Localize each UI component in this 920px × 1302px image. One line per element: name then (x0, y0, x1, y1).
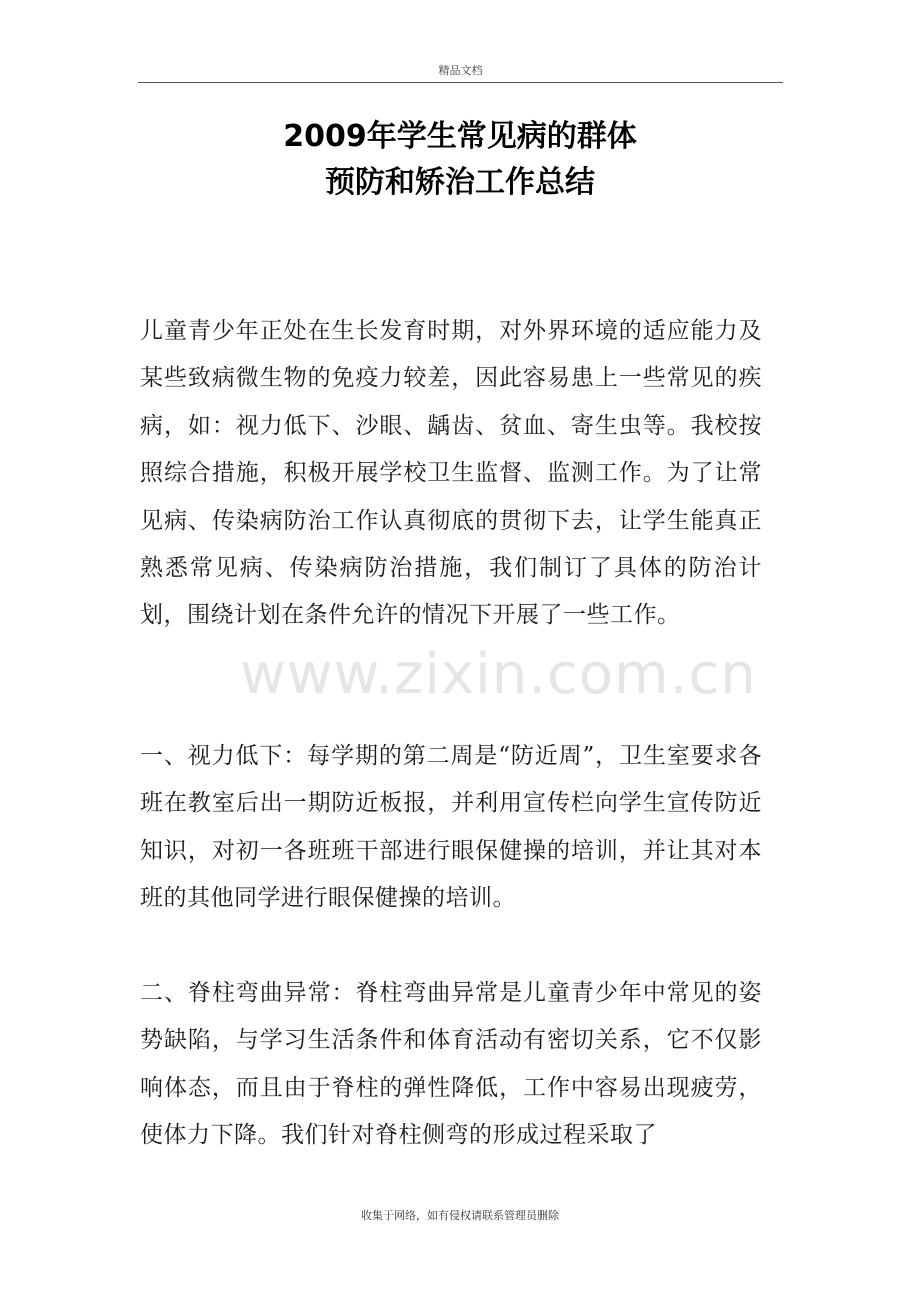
watermark: www.zixin.com.cn (240, 642, 757, 707)
paragraph-intro: 儿童青少年正处在生长发育时期，对外界环境的适应能力及某些致病微生物的免疫力较差，因此容易患上一些常见的疾病，如：视力低下、沙眼、龋齿、贫血、寄生虫等。我校按照综合措施，积极开展学校卫生监督、监测工作。为了让常见病、传染病防治工作认真彻底的贯彻下去，让学生能真正熟悉常见病、传染病防治措施，我们制订了具体的防治计划，围绕计划在条件允许的情况下开展了一些工作。 (140, 318, 762, 629)
paragraph-vision: 一、视力低下：每学期的第二周是“防近周”，卫生室要求各班在教室后出一期防近板报，并利用宣传栏向学生宣传防近知识，对初一各班班干部进行眼保健操的培训，并让其对本班的其他同学进行眼保健操的培训。 (140, 743, 762, 912)
title-line-2: 预防和矫治工作总结 (325, 165, 595, 200)
document-title (0, 114, 920, 206)
page-header: 精品文档 (138, 62, 783, 83)
title-line-1: 2009年学生常见病的群体 (283, 119, 637, 154)
page-footer: 收集于网络，如有侵权请联系管理员删除 (361, 1209, 559, 1222)
paragraph-spine: 二、脊柱弯曲异常：脊柱弯曲异常是儿童青少年中常见的姿势缺陷，与学习生活条件和体育活动有密切关系，它不仅影响体态，而且由于脊柱的弹性降低，工作中容易出现疲劳，使体力下降。我们针对脊柱侧弯的形成过程采取了 (140, 980, 762, 1149)
